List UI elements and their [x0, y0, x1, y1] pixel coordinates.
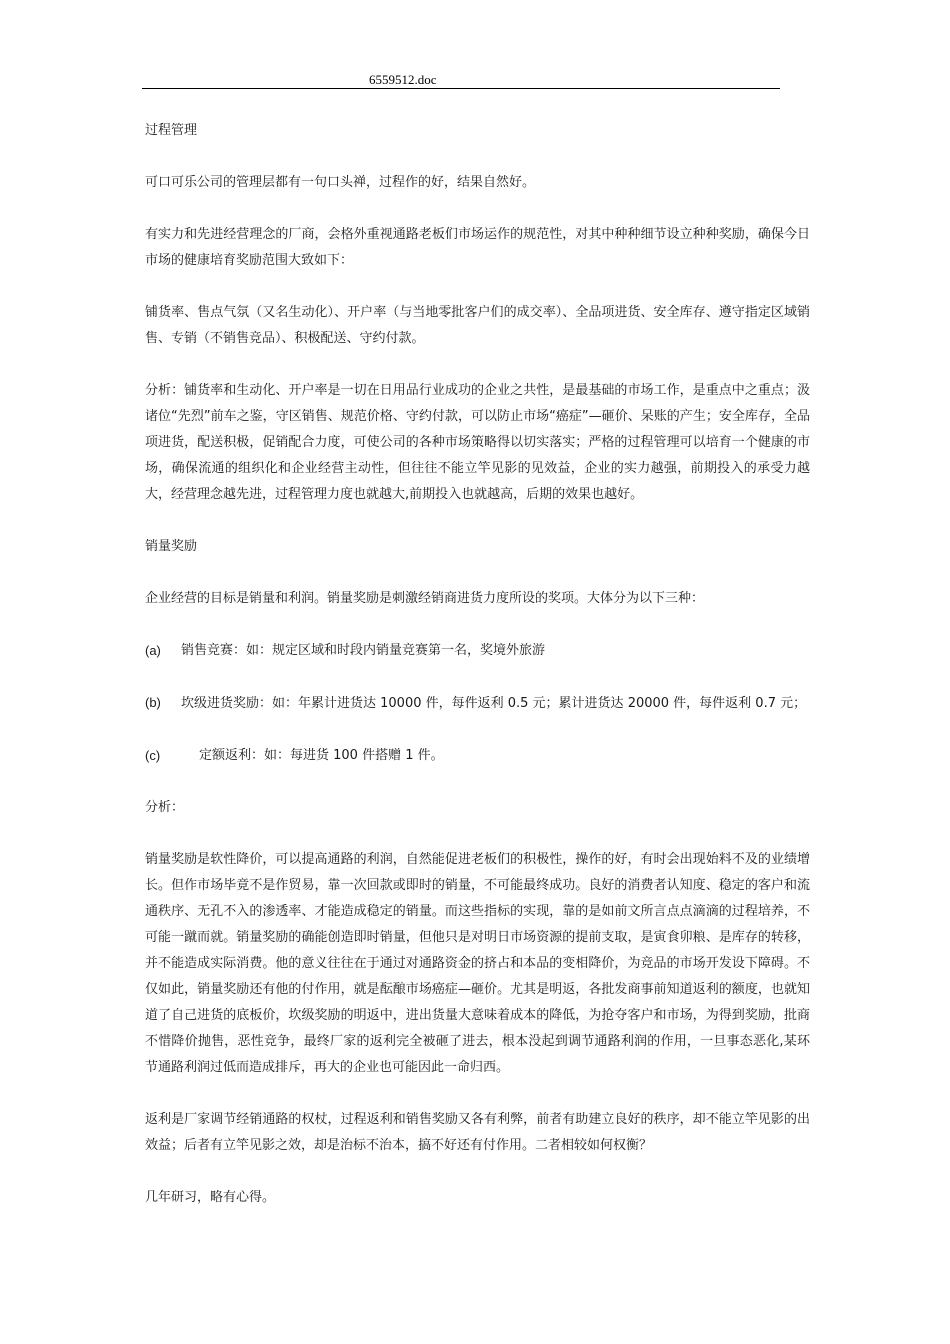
list-item-b [145, 690, 810, 717]
page-header [142, 70, 780, 89]
list-item-label: (c) [145, 748, 161, 763]
paragraph: 铺货率、售点气氛（又名生动化）、开户率（与当地零批客户们的成交率）、全品项进货、安全库存、遵守指定区域销售、专销（不销售竞品）、积极配送、守约付款。 [145, 305, 810, 346]
list-item-c [145, 743, 810, 769]
list-item-text: 销售竞赛：如：规定区域和时段内销量竞赛第一名，奖境外旅游 [181, 643, 546, 658]
section-title-process-management: 过程管理 [145, 123, 198, 138]
section-title-sales-reward: 销量奖励 [145, 539, 198, 554]
list-item-a [145, 638, 810, 664]
list-item-text: 定额返利：如：每进货 100 件搭赠 1 件。 [199, 748, 444, 763]
list-item-label: (a) [145, 643, 161, 658]
paragraph: 分析： [145, 800, 185, 815]
paragraph: 返利是厂家调节经销通路的权杖，过程返利和销售奖励又各有利弊，前者有助建立良好的秩序，却不能立竿见影的出效益；后者有立竿见影之效，却是治标不治本，搞不好还有付作用。二者相较如何权衡？ [145, 1112, 810, 1153]
document-body [145, 118, 810, 1211]
header-filename: 6559512.doc [369, 72, 437, 87]
paragraph-analysis: 分析：铺货率和生动化、开户率是一切在日用品行业成功的企业之共性，是最基础的市场工作，是重点中之重点；汲诸位“先烈”前车之鉴，守区销售、规范价格、守约付款，可以防止市场“癌症”—砸价、呆账的产生；安全库存，全品项进货，配送积极，促销配合力度，可使公司的各种市场策略得以切实落实；严格的过程管理可以培育一个健康的市场，确保流通的组织化和企业经营主动性，但往往不能立竿见影的见效益，企业的实力越强，前期投入的承受力越大，经营理念越先进，过程管理力度也就越大,前期投入也就越高，后期的效果也越好。 [145, 383, 810, 502]
paragraph: 有实力和先进经营理念的厂商，会格外重视通路老板们市场运作的规范性，对其中种种细节设立种种奖励，确保今日市场的健康培育奖励范围大致如下： [145, 227, 810, 268]
list-item-label: (b) [145, 695, 161, 710]
paragraph: 企业经营的目标是销量和利润。销量奖励是刺激经销商进货力度所设的奖项。大体分为以下三种： [145, 591, 705, 606]
paragraph: 销量奖励是软性降价，可以提高通路的利润，自然能促进老板们的积极性，操作的好，有时会出现始料不及的业绩增长。但作市场毕竟不是作贸易，靠一次回款或即时的销量，不可能最终成功。良好的消费者认知度、稳定的客户和流通秩序、无孔不入的渗透率、才能造成稳定的销量。而这些指标的实现，靠的是如前文所言点点滴滴的过程培养，不可能一蹴而就。销量奖励的确能创造即时销量，但他只是对明日市场资源的提前支取，是寅食卯粮、是库存的转移，并不能造成实际消费。他的意义往往在于通过对通路资金的挤占和本品的变相降价，为竞品的市场开发设下障碍。不仅如此，销量奖励还有他的付作用，就是酝酿市场癌症—砸价。尤其是明返，各批发商事前知道返利的额度，也就知道了自己进货的底板价，坎级奖励的明返中，进出货量大意味着成本的降低，为抢夺客户和市场，为得到奖励，批商不惜降价抛售，恶性竞争，最终厂家的返利完全被砸了进去，根本没起到调节通路利润的作用，一旦事态恶化,某环节通路利润过低而造成排斥，再大的企业也可能因此一命归西。 [145, 852, 810, 1075]
list-item-text: 坎级进货奖励：如：年累计进货达 10000 件，每件返利 0.5 元；累计进货达 20000 件，每件返利 0.7 元； [181, 696, 807, 711]
paragraph: 可口可乐公司的管理层都有一句口头禅，过程作的好，结果自然好。 [145, 175, 536, 190]
paragraph: 几年研习，略有心得。 [145, 1190, 276, 1205]
